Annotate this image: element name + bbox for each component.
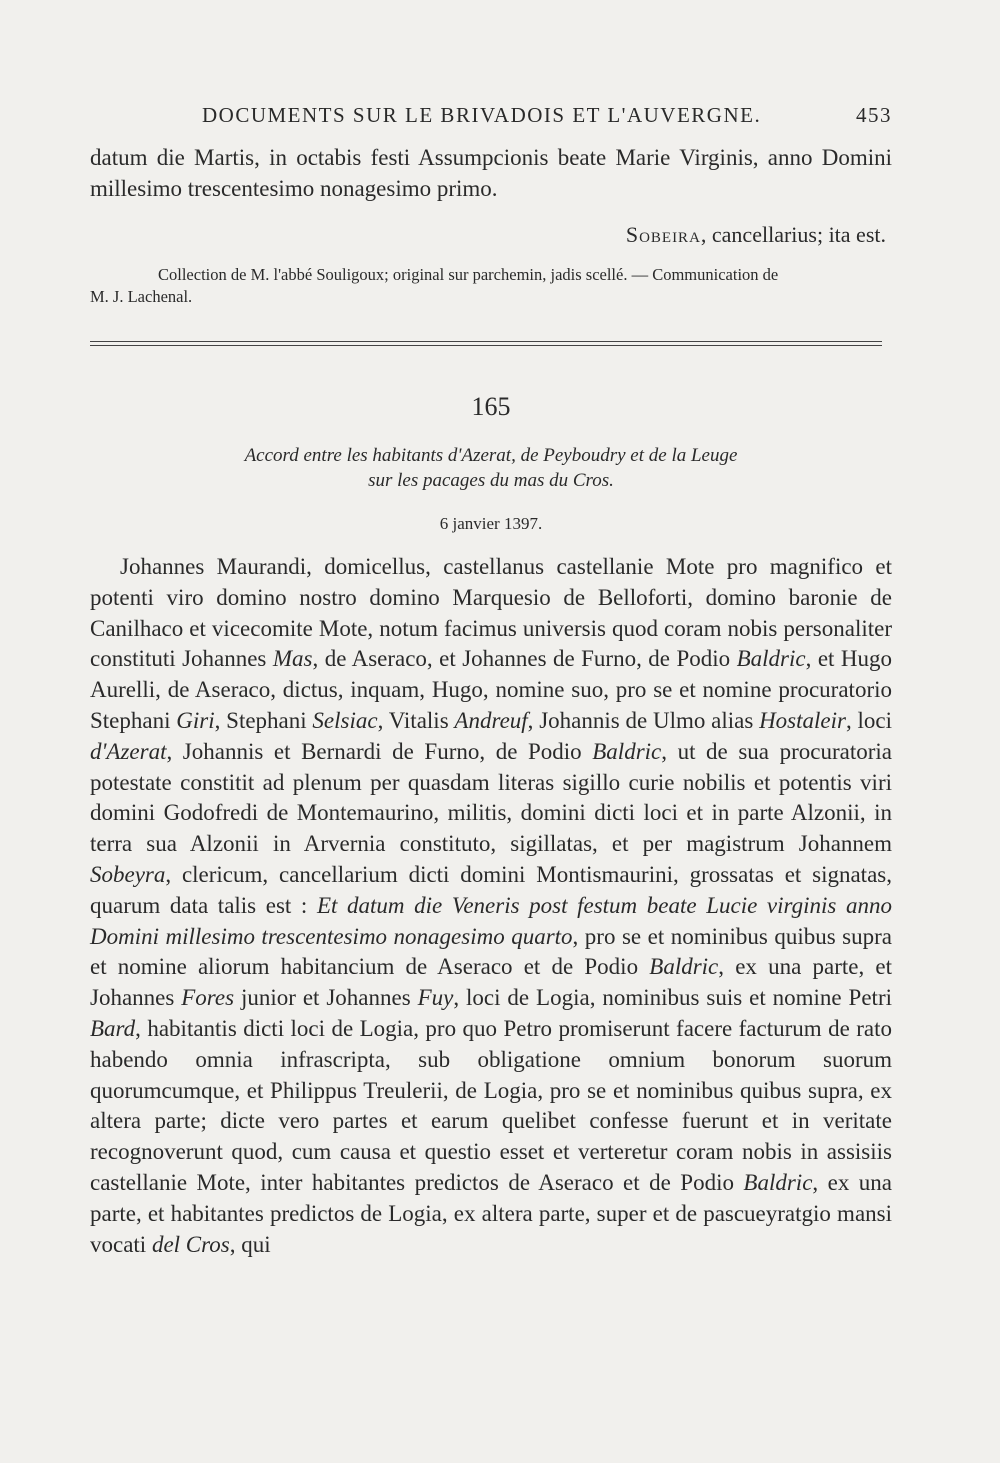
source-note-line-2: M. J. Lachenal. (90, 287, 193, 306)
text-segment: , clericum, cancellarium dicti domini Montismaurini, grossatas et signatas, quarum data talis est : (90, 861, 892, 918)
running-head (90, 103, 892, 133)
heading-line-2: sur les pacages du mas du Cros. (368, 470, 614, 491)
previous-document-tail (90, 142, 892, 204)
separator-rule (90, 341, 882, 342)
page-number: 453 (856, 103, 892, 127)
document-number: 165 (471, 392, 511, 421)
text-segment: , de Aseraco, et Johannes de Furno, de Podio (312, 646, 737, 672)
italic-segment: Fuy (417, 985, 454, 1011)
signature (626, 222, 886, 248)
document-body (90, 552, 892, 1260)
running-title: DOCUMENTS SUR LE BRIVADOIS ET L'AUVERGNE. (202, 103, 762, 127)
text-segment: junior et Johannes (234, 985, 418, 1011)
italic-segment: Baldric (736, 646, 806, 672)
text-segment: , qui (229, 1231, 271, 1257)
signature-name: Sobeira (625, 222, 701, 247)
italic-segment: Selsiac (312, 707, 378, 733)
text-segment: , Johannis et Bernardi de Furno, de Podio (166, 738, 593, 764)
italic-segment: Andreuf (454, 707, 528, 733)
italic-segment: Giri (176, 707, 215, 733)
text-segment: , Vitalis (377, 707, 455, 733)
signature-rest: , cancellarius; ita est. (700, 222, 886, 247)
text-segment: , ut de sua procuratoria potestate constitit ad plenum per quasdam literas sigillo curie nobilis et potentis viri domini Godofredi de Montemaurino, militis, domini dicti loci et in parte Alzonii, in terra sua Alzonii in Arvernia constituto, sigillatas, et per magistrum Johannem (90, 738, 892, 857)
italic-segment: Sobeyra (90, 861, 166, 887)
text-segment: , pro se et nominibus quibus supra et nomine aliorum habitancium de Aseraco et de Podio (90, 923, 892, 980)
italic-segment: Baldric (649, 954, 719, 980)
italic-segment: Baldric (592, 738, 662, 764)
text-segment: , habitantis dicti loci de Logia, pro quo Petro promiserunt facere facturum de rato habendo omnia infrascripta, sub obligatione omnium bonorum suorum quorumcumque, et Philippus Treulerii, de Logia, pro se et nominibus quibus supra, ex altera parte; dicte vero partes et earum quelibet confesse fuerunt et in veritate recognoverunt quod, cum causa et questio esset et verteretur coram nobis in assisiis castellanie Mote, inter habitantes predictos de Aseraco et de Podio (90, 1015, 892, 1195)
text-segment: , ex una parte, et habitantes predictos de Logia, ex altera parte, super et de pascueyratgio mansi vocati (90, 1169, 893, 1257)
text-segment: , et Hugo Aurelli, de Aseraco, dictus, inquam, Hugo, nomine suo, pro se et nomine procuratorio Stephani (90, 646, 892, 733)
document-date: 6 janvier 1397. (439, 514, 543, 533)
text-segment: Johannes Maurandi, domicellus, castellanus castellanie Mote pro magnifico et potenti viro domino nostro domino Marquesio de Belloforti, domino baronie de Canilhaco et vicecomite Mote, notum facimus universis quod coram nobis personaliter constituti Johannes (90, 554, 892, 672)
source-note (90, 264, 892, 308)
italic-segment: Et datum die Veneris post festum beate Lucie virginis anno Domini millesimo trescentesimo nonagesimo quarto (90, 892, 892, 949)
italic-segment: Baldric (743, 1169, 813, 1195)
italic-segment: Mas (272, 646, 313, 672)
source-note-line-1: Collection de M. l'abbé Souligoux; original sur parchemin, jadis scellé. — Communication de (158, 265, 779, 284)
italic-segment: Fores (181, 985, 235, 1011)
italic-segment: del Cros (151, 1231, 230, 1257)
italic-segment: Hostaleir (759, 707, 846, 733)
text-segment: , Stephani (214, 707, 313, 733)
italic-segment: Bard (90, 1015, 136, 1041)
text-segment: , Johannis de Ulmo alias (527, 707, 760, 733)
heading-line-1: Accord entre les habitants d'Azerat, de Peyboudry et de la Leuge (244, 445, 738, 466)
book-page (90, 0, 892, 1463)
closing-text: datum die Martis, in octabis festi Assumpcionis beate Marie Virginis, anno Domini millesimo trescentesimo nonagesimo primo. (90, 145, 892, 201)
separator-rule (90, 345, 882, 346)
text-segment: , loci de Logia, nominibus suis et nomine Petri (453, 985, 892, 1011)
text-segment: , ex una parte, et Johannes (90, 954, 892, 1011)
document-heading (90, 443, 892, 493)
body-paragraph (90, 552, 892, 1260)
italic-segment: d'Azerat (90, 738, 167, 764)
text-segment: , loci (845, 707, 892, 733)
